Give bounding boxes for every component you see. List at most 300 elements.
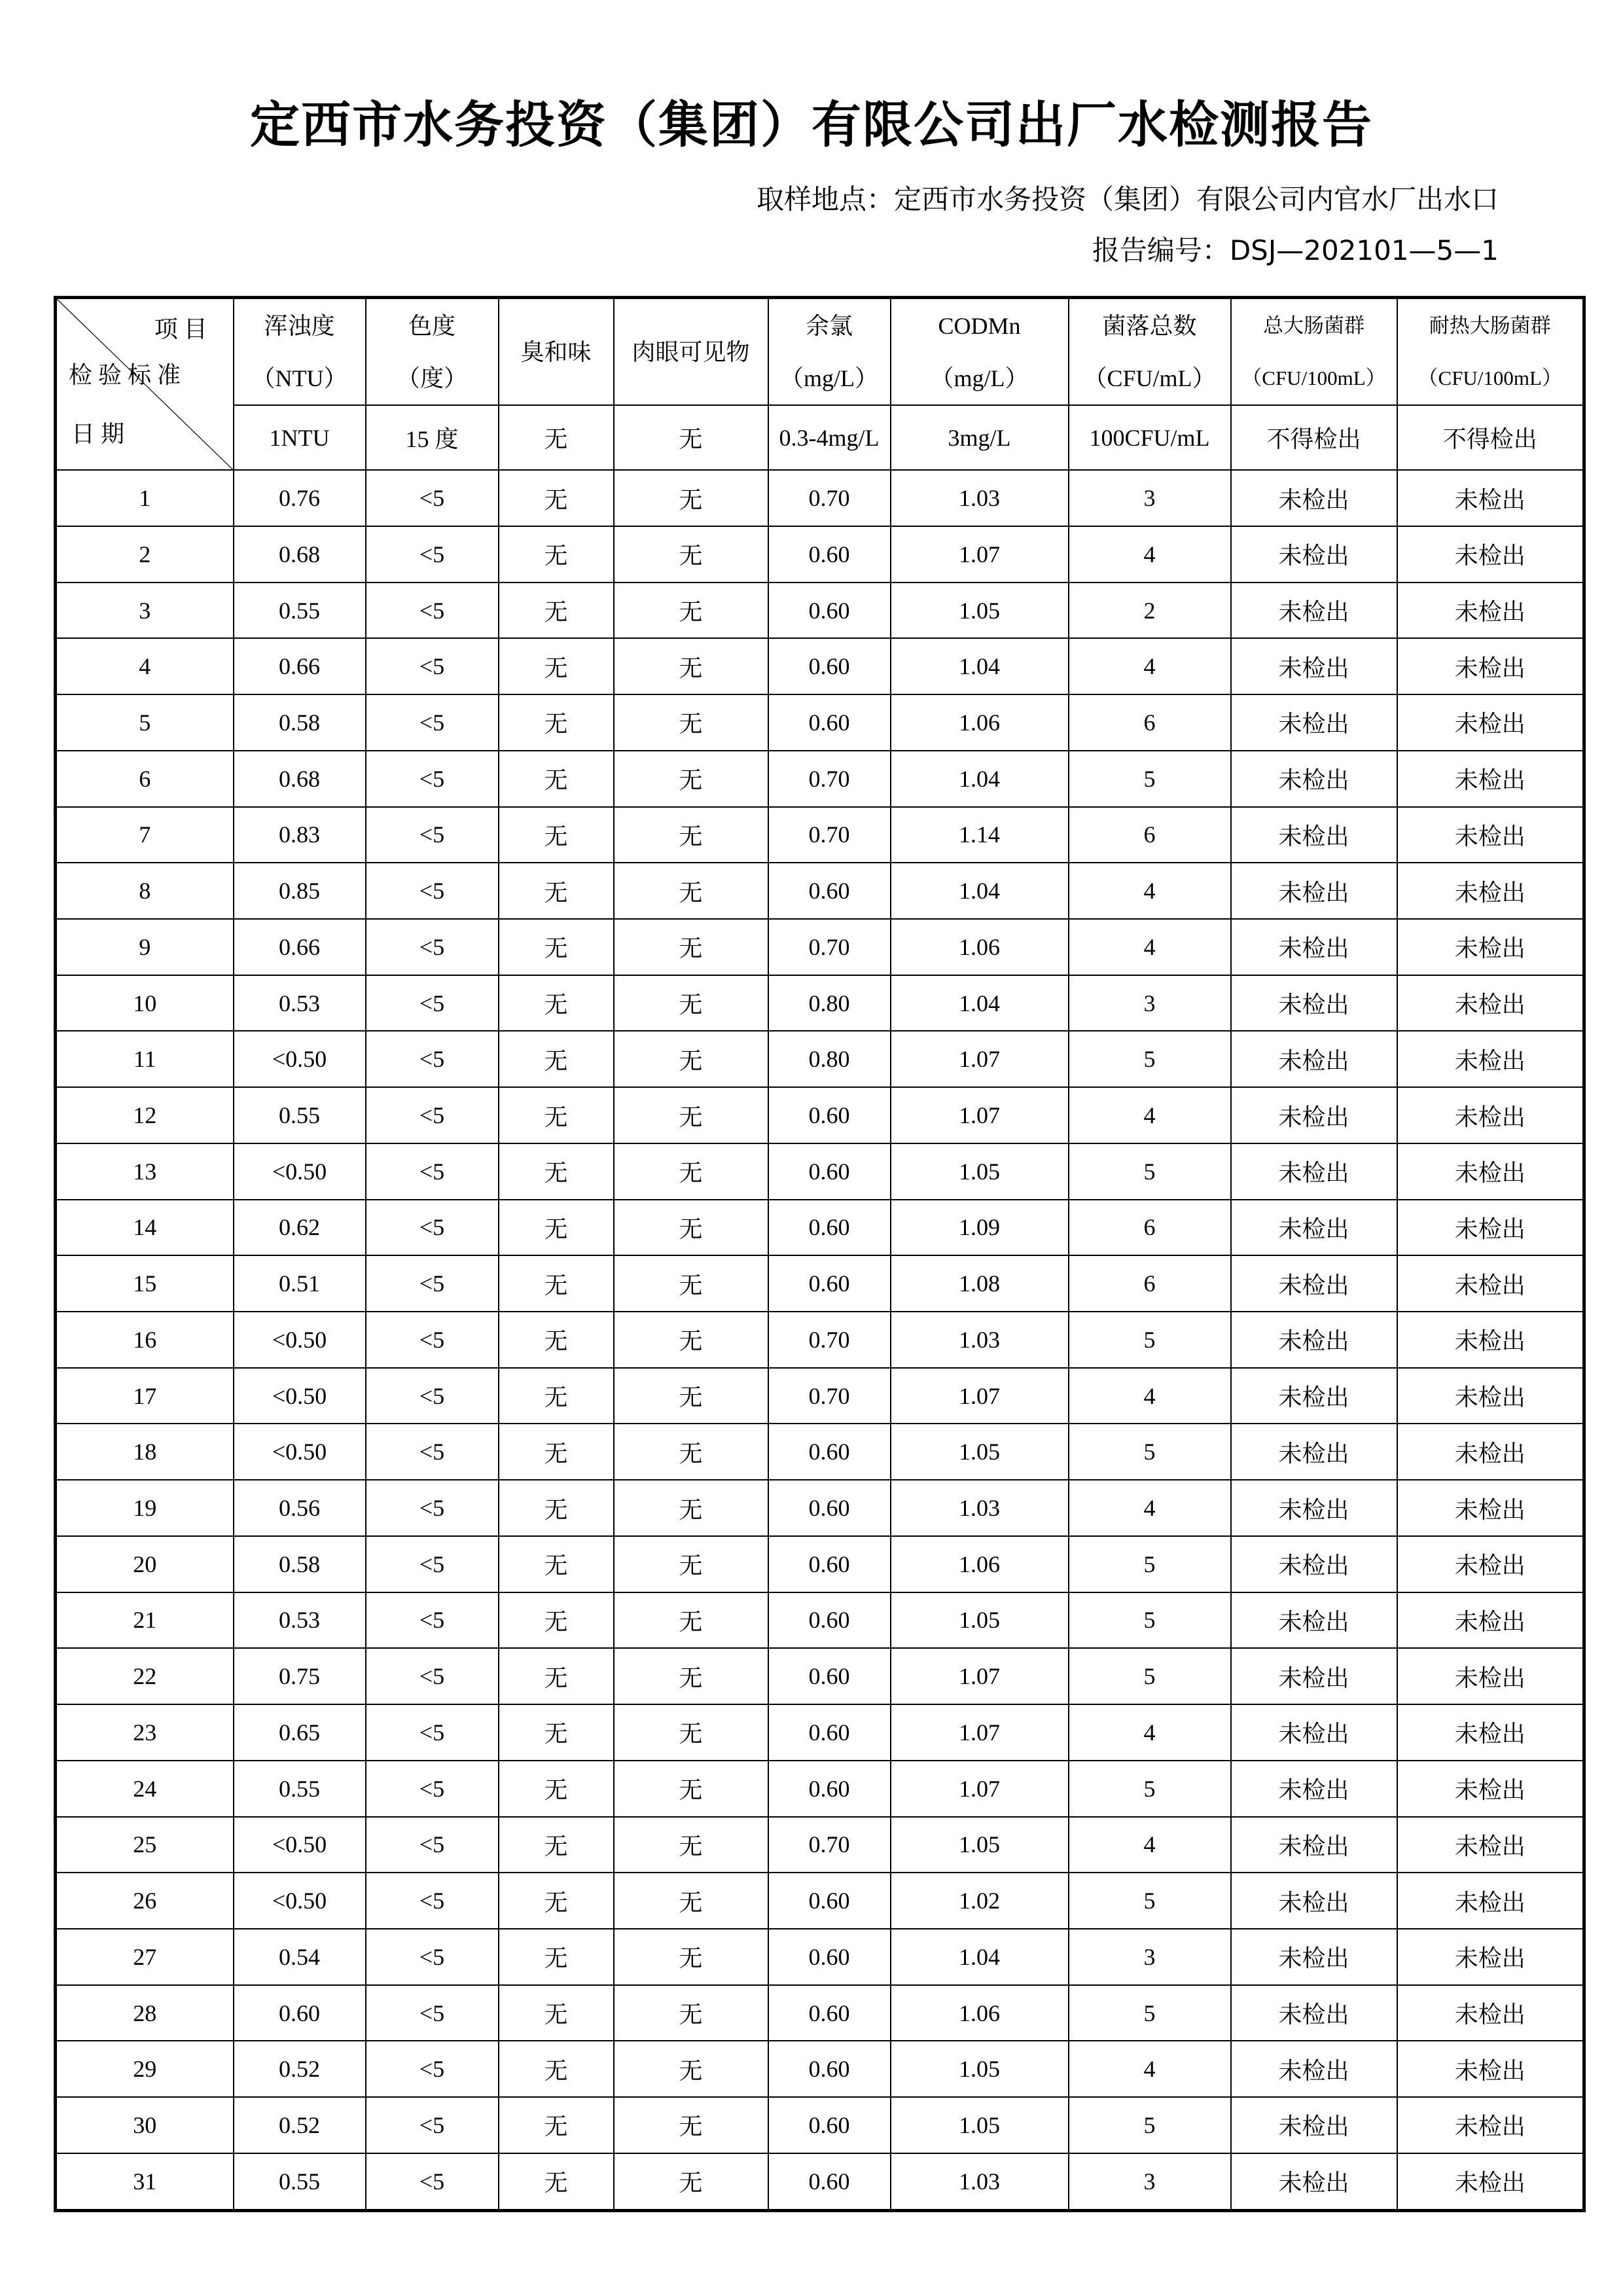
- value-cell: 0.70: [768, 919, 891, 975]
- value-cell: 1.04: [891, 975, 1069, 1031]
- value-cell: 3: [1069, 1929, 1231, 1985]
- value-cell: <5: [366, 1255, 499, 1312]
- value-cell: 0.51: [234, 1255, 366, 1312]
- value-cell: 未检出: [1231, 1817, 1397, 1873]
- table-row: [56, 1817, 1584, 1873]
- value-cell: 1.07: [891, 1087, 1069, 1143]
- value-cell: <5: [366, 1873, 499, 1929]
- value-cell: 无: [614, 975, 768, 1031]
- day-cell: 19: [56, 1480, 234, 1536]
- value-cell: 0.60: [768, 2041, 891, 2097]
- value-cell: 无: [614, 919, 768, 975]
- value-cell: 1.03: [891, 1312, 1069, 1368]
- value-cell: 5: [1069, 1312, 1231, 1368]
- value-cell: 6: [1069, 1200, 1231, 1256]
- value-cell: 0.83: [234, 807, 366, 863]
- corner-label-standard: 检 验 标 准: [69, 362, 181, 388]
- col-unit: （mg/L）: [780, 365, 878, 391]
- value-cell: 1.09: [891, 1200, 1069, 1256]
- value-cell: 未检出: [1231, 863, 1397, 919]
- value-cell: 未检出: [1231, 1648, 1397, 1704]
- value-cell: 无: [614, 526, 768, 583]
- value-cell: 0.60: [768, 694, 891, 751]
- value-cell: 0.66: [234, 919, 366, 975]
- value-cell: 未检出: [1397, 1255, 1584, 1312]
- value-cell: 未检出: [1231, 1873, 1397, 1929]
- value-cell: 无: [499, 751, 614, 807]
- value-cell: <0.50: [234, 1312, 366, 1368]
- value-cell: 0.60: [768, 1200, 891, 1256]
- day-cell: 1: [56, 470, 234, 526]
- value-cell: 0.60: [768, 1255, 891, 1312]
- table-row: [56, 638, 1584, 694]
- table-row: [56, 694, 1584, 751]
- value-cell: 0.60: [768, 1761, 891, 1817]
- value-cell: <5: [366, 863, 499, 919]
- value-cell: 4: [1069, 1704, 1231, 1761]
- value-cell: 无: [499, 1143, 614, 1200]
- day-cell: 31: [56, 2153, 234, 2211]
- col-name: 总大肠菌群: [1263, 314, 1364, 337]
- value-cell: 1.07: [891, 1368, 1069, 1424]
- day-cell: 17: [56, 1368, 234, 1424]
- value-cell: 未检出: [1397, 1873, 1584, 1929]
- value-cell: 无: [614, 751, 768, 807]
- value-cell: 无: [499, 1648, 614, 1704]
- day-cell: 27: [56, 1929, 234, 1985]
- value-cell: <0.50: [234, 1368, 366, 1424]
- table-row: [56, 1424, 1584, 1480]
- value-cell: 无: [499, 1424, 614, 1480]
- value-cell: 无: [614, 1817, 768, 1873]
- standard-cell: 15 度: [366, 405, 499, 470]
- table-row: [56, 1985, 1584, 2041]
- sampling-location: 取样地点：定西市水务投资（集团）有限公司内官水厂出水口: [756, 183, 1499, 215]
- table-body: [56, 298, 1584, 2211]
- value-cell: 无: [499, 2041, 614, 2097]
- value-cell: 未检出: [1231, 583, 1397, 639]
- col-unit: （CFU/100mL）: [1418, 366, 1562, 389]
- inspection-table: [54, 296, 1586, 2212]
- value-cell: 1.07: [891, 1761, 1069, 1817]
- standard-row: [56, 405, 1584, 470]
- value-cell: 无: [499, 638, 614, 694]
- value-cell: 0.52: [234, 2097, 366, 2153]
- value-cell: 无: [499, 2153, 614, 2211]
- value-cell: <5: [366, 583, 499, 639]
- value-cell: 1.05: [891, 1592, 1069, 1649]
- value-cell: 0.58: [234, 1536, 366, 1592]
- table-row: [56, 751, 1584, 807]
- value-cell: 未检出: [1231, 807, 1397, 863]
- value-cell: 无: [614, 1312, 768, 1368]
- value-cell: 4: [1069, 2041, 1231, 2097]
- value-cell: 0.70: [768, 1817, 891, 1873]
- table-row: [56, 1200, 1584, 1256]
- value-cell: <5: [366, 2097, 499, 2153]
- value-cell: 无: [614, 1255, 768, 1312]
- value-cell: 1.07: [891, 1704, 1069, 1761]
- value-cell: 1.07: [891, 1031, 1069, 1087]
- value-cell: 2: [1069, 583, 1231, 639]
- standard-cell: 不得检出: [1231, 405, 1397, 470]
- value-cell: <5: [366, 1817, 499, 1873]
- value-cell: 5: [1069, 751, 1231, 807]
- standard-cell: 1NTU: [234, 405, 366, 470]
- day-cell: 14: [56, 1200, 234, 1256]
- standard-cell: 100CFU/mL: [1069, 405, 1231, 470]
- day-cell: 5: [56, 694, 234, 751]
- value-cell: 4: [1069, 1480, 1231, 1536]
- value-cell: 4: [1069, 863, 1231, 919]
- table-row: [56, 2153, 1584, 2211]
- report-title: 定西市水务投资（集团）有限公司出厂水检测报告: [250, 96, 1373, 154]
- value-cell: <5: [366, 975, 499, 1031]
- value-cell: 1.03: [891, 2153, 1069, 2211]
- value-cell: <5: [366, 1761, 499, 1817]
- value-cell: 0.60: [768, 1592, 891, 1649]
- value-cell: 无: [614, 1087, 768, 1143]
- day-cell: 4: [56, 638, 234, 694]
- header-row: [56, 298, 1584, 406]
- day-cell: 10: [56, 975, 234, 1031]
- value-cell: <5: [366, 470, 499, 526]
- value-cell: <5: [366, 694, 499, 751]
- col-header-total-coliform: [1231, 298, 1397, 406]
- value-cell: <5: [366, 1929, 499, 1985]
- value-cell: 无: [499, 807, 614, 863]
- value-cell: 未检出: [1397, 1200, 1584, 1256]
- value-cell: 无: [499, 1929, 614, 1985]
- value-cell: 0.68: [234, 751, 366, 807]
- value-cell: <0.50: [234, 1031, 366, 1087]
- value-cell: 5: [1069, 1143, 1231, 1200]
- table-row: [56, 526, 1584, 583]
- col-unit: （NTU）: [251, 365, 348, 391]
- value-cell: 无: [499, 1200, 614, 1256]
- value-cell: <5: [366, 1648, 499, 1704]
- col-header-odor: [499, 298, 614, 406]
- value-cell: 1.05: [891, 583, 1069, 639]
- value-cell: <5: [366, 1985, 499, 2041]
- value-cell: 3: [1069, 2153, 1231, 2211]
- value-cell: 0.68: [234, 526, 366, 583]
- value-cell: 无: [499, 1873, 614, 1929]
- day-cell: 25: [56, 1817, 234, 1873]
- value-cell: 未检出: [1231, 751, 1397, 807]
- standard-cell: 无: [499, 405, 614, 470]
- col-unit: （CFU/mL）: [1083, 365, 1216, 391]
- value-cell: 无: [614, 2041, 768, 2097]
- value-cell: 未检出: [1397, 1648, 1584, 1704]
- table-row: [56, 2041, 1584, 2097]
- value-cell: 0.62: [234, 1200, 366, 1256]
- day-cell: 7: [56, 807, 234, 863]
- value-cell: 无: [614, 2153, 768, 2211]
- value-cell: 未检出: [1397, 807, 1584, 863]
- value-cell: 未检出: [1231, 1761, 1397, 1817]
- value-cell: <5: [366, 1592, 499, 1649]
- value-cell: 0.76: [234, 470, 366, 526]
- value-cell: <5: [366, 807, 499, 863]
- day-cell: 8: [56, 863, 234, 919]
- table-row: [56, 1480, 1584, 1536]
- table-row: [56, 1592, 1584, 1649]
- day-cell: 26: [56, 1873, 234, 1929]
- value-cell: 未检出: [1231, 1031, 1397, 1087]
- value-cell: 0.52: [234, 2041, 366, 2097]
- table-row: [56, 1761, 1584, 1817]
- table-row: [56, 1031, 1584, 1087]
- value-cell: 无: [614, 1143, 768, 1200]
- value-cell: 未检出: [1231, 919, 1397, 975]
- value-cell: 1.05: [891, 1424, 1069, 1480]
- value-cell: 5: [1069, 1031, 1231, 1087]
- day-cell: 20: [56, 1536, 234, 1592]
- value-cell: 无: [614, 1873, 768, 1929]
- value-cell: 无: [499, 863, 614, 919]
- day-cell: 18: [56, 1424, 234, 1480]
- day-cell: 3: [56, 583, 234, 639]
- col-header-colony-count: [1069, 298, 1231, 406]
- value-cell: 无: [499, 1536, 614, 1592]
- value-cell: 无: [614, 1592, 768, 1649]
- value-cell: 6: [1069, 1255, 1231, 1312]
- value-cell: 无: [614, 1704, 768, 1761]
- value-cell: 0.80: [768, 1031, 891, 1087]
- value-cell: 0.60: [768, 1424, 891, 1480]
- value-cell: 未检出: [1397, 2041, 1584, 2097]
- value-cell: 5: [1069, 1985, 1231, 2041]
- value-cell: 0.60: [768, 2097, 891, 2153]
- value-cell: 0.80: [768, 975, 891, 1031]
- value-cell: 0.65: [234, 1704, 366, 1761]
- col-header-turbidity: [234, 298, 366, 406]
- value-cell: 5: [1069, 2097, 1231, 2153]
- day-cell: 6: [56, 751, 234, 807]
- value-cell: 5: [1069, 1592, 1231, 1649]
- value-cell: 未检出: [1397, 1817, 1584, 1873]
- value-cell: 未检出: [1397, 1929, 1584, 1985]
- value-cell: 无: [614, 1929, 768, 1985]
- value-cell: <5: [366, 1704, 499, 1761]
- value-cell: 1.08: [891, 1255, 1069, 1312]
- corner-label-date: 日 期: [71, 421, 125, 447]
- value-cell: 0.66: [234, 638, 366, 694]
- value-cell: 未检出: [1231, 2097, 1397, 2153]
- col-name: CODMn: [938, 312, 1021, 339]
- value-cell: 0.58: [234, 694, 366, 751]
- value-cell: 1.07: [891, 526, 1069, 583]
- value-cell: 未检出: [1397, 919, 1584, 975]
- value-cell: 未检出: [1397, 1704, 1584, 1761]
- value-cell: 1.03: [891, 470, 1069, 526]
- table-row: [56, 1929, 1584, 1985]
- value-cell: <5: [366, 1368, 499, 1424]
- day-cell: 9: [56, 919, 234, 975]
- value-cell: 0.70: [768, 470, 891, 526]
- table-row: [56, 1312, 1584, 1368]
- value-cell: 0.60: [234, 1985, 366, 2041]
- value-cell: 1.05: [891, 2097, 1069, 2153]
- value-cell: <5: [366, 1200, 499, 1256]
- value-cell: 无: [499, 1985, 614, 2041]
- table-row: [56, 1255, 1584, 1312]
- corner-header: [56, 298, 234, 471]
- standard-cell: 不得检出: [1397, 405, 1584, 470]
- value-cell: 未检出: [1397, 526, 1584, 583]
- value-cell: 1.06: [891, 694, 1069, 751]
- standard-cell: 无: [614, 405, 768, 470]
- table-row: [56, 470, 1584, 526]
- value-cell: 未检出: [1397, 1368, 1584, 1424]
- value-cell: 4: [1069, 919, 1231, 975]
- value-cell: 未检出: [1397, 1480, 1584, 1536]
- value-cell: <0.50: [234, 1143, 366, 1200]
- table-row: [56, 1873, 1584, 1929]
- value-cell: 无: [614, 1424, 768, 1480]
- value-cell: 未检出: [1231, 1592, 1397, 1649]
- value-cell: 0.85: [234, 863, 366, 919]
- value-cell: 0.70: [768, 807, 891, 863]
- value-cell: 未检出: [1231, 1480, 1397, 1536]
- value-cell: 5: [1069, 1648, 1231, 1704]
- value-cell: 无: [499, 1592, 614, 1649]
- value-cell: 0.60: [768, 1929, 891, 1985]
- value-cell: 未检出: [1397, 2153, 1584, 2211]
- value-cell: 未检出: [1397, 975, 1584, 1031]
- value-cell: <5: [366, 1536, 499, 1592]
- table-row: [56, 1704, 1584, 1761]
- value-cell: 未检出: [1231, 1704, 1397, 1761]
- value-cell: 4: [1069, 1817, 1231, 1873]
- value-cell: 5: [1069, 1536, 1231, 1592]
- value-cell: 1.05: [891, 1143, 1069, 1200]
- value-cell: 0.70: [768, 751, 891, 807]
- value-cell: 0.55: [234, 583, 366, 639]
- value-cell: 4: [1069, 1368, 1231, 1424]
- value-cell: 0.70: [768, 1368, 891, 1424]
- col-name: 菌落总数: [1102, 312, 1197, 339]
- value-cell: <0.50: [234, 1817, 366, 1873]
- value-cell: 未检出: [1397, 1087, 1584, 1143]
- value-cell: 无: [499, 694, 614, 751]
- value-cell: 无: [499, 1087, 614, 1143]
- day-cell: 21: [56, 1592, 234, 1649]
- day-cell: 23: [56, 1704, 234, 1761]
- table-row: [56, 583, 1584, 639]
- value-cell: 无: [499, 975, 614, 1031]
- value-cell: 未检出: [1231, 1985, 1397, 2041]
- table-row: [56, 975, 1584, 1031]
- col-header-visible-matter: [614, 298, 768, 406]
- value-cell: 未检出: [1397, 694, 1584, 751]
- value-cell: 0.60: [768, 1143, 891, 1200]
- value-cell: 1.04: [891, 1929, 1069, 1985]
- value-cell: 未检出: [1231, 2153, 1397, 2211]
- value-cell: 1.03: [891, 1480, 1069, 1536]
- value-cell: <5: [366, 2041, 499, 2097]
- value-cell: 无: [499, 470, 614, 526]
- value-cell: 无: [614, 1368, 768, 1424]
- value-cell: 未检出: [1397, 1592, 1584, 1649]
- value-cell: 无: [614, 470, 768, 526]
- table-row: [56, 1087, 1584, 1143]
- value-cell: 6: [1069, 694, 1231, 751]
- value-cell: 无: [499, 1255, 614, 1312]
- value-cell: 无: [614, 583, 768, 639]
- value-cell: 无: [614, 1985, 768, 2041]
- value-cell: 0.60: [768, 1985, 891, 2041]
- value-cell: 无: [614, 694, 768, 751]
- value-cell: 无: [614, 638, 768, 694]
- value-cell: <5: [366, 1143, 499, 1200]
- col-header-color: [366, 298, 499, 406]
- value-cell: <5: [366, 1480, 499, 1536]
- corner-label-item: 项 目: [154, 316, 207, 342]
- value-cell: 0.55: [234, 2153, 366, 2211]
- value-cell: <5: [366, 1312, 499, 1368]
- value-cell: 未检出: [1231, 1536, 1397, 1592]
- value-cell: 未检出: [1397, 751, 1584, 807]
- value-cell: 未检出: [1397, 1312, 1584, 1368]
- value-cell: 未检出: [1397, 1536, 1584, 1592]
- value-cell: 未检出: [1397, 638, 1584, 694]
- col-name: 臭和味: [520, 338, 592, 365]
- value-cell: 3: [1069, 975, 1231, 1031]
- col-header-thermotolerant-coliform: [1397, 298, 1584, 406]
- day-cell: 15: [56, 1255, 234, 1312]
- value-cell: 0.60: [768, 1087, 891, 1143]
- value-cell: 4: [1069, 526, 1231, 583]
- value-cell: 5: [1069, 1761, 1231, 1817]
- day-cell: 24: [56, 1761, 234, 1817]
- value-cell: 未检出: [1397, 1424, 1584, 1480]
- value-cell: 0.70: [768, 1312, 891, 1368]
- col-name: 余氯: [805, 312, 853, 339]
- value-cell: 无: [499, 1312, 614, 1368]
- value-cell: 0.60: [768, 1536, 891, 1592]
- col-header-codmn: [891, 298, 1069, 406]
- value-cell: 6: [1069, 807, 1231, 863]
- value-cell: 0.54: [234, 1929, 366, 1985]
- standard-cell: 3mg/L: [891, 405, 1069, 470]
- value-cell: 未检出: [1231, 1424, 1397, 1480]
- report-number: 报告编号：DSJ—202101—5—1: [1092, 234, 1499, 266]
- value-cell: 0.53: [234, 1592, 366, 1649]
- value-cell: 4: [1069, 1087, 1231, 1143]
- value-cell: 无: [614, 863, 768, 919]
- value-cell: 无: [614, 2097, 768, 2153]
- table-row: [56, 1648, 1584, 1704]
- value-cell: 未检出: [1231, 1087, 1397, 1143]
- day-cell: 29: [56, 2041, 234, 2097]
- value-cell: 无: [614, 1480, 768, 1536]
- value-cell: 0.60: [768, 1704, 891, 1761]
- value-cell: 未检出: [1231, 1200, 1397, 1256]
- value-cell: 未检出: [1397, 863, 1584, 919]
- table-row: [56, 1143, 1584, 1200]
- value-cell: <5: [366, 2153, 499, 2211]
- value-cell: 无: [499, 1368, 614, 1424]
- value-cell: 未检出: [1231, 1312, 1397, 1368]
- value-cell: <5: [366, 1087, 499, 1143]
- value-cell: 未检出: [1397, 583, 1584, 639]
- value-cell: <0.50: [234, 1424, 366, 1480]
- value-cell: 4: [1069, 638, 1231, 694]
- value-cell: <5: [366, 751, 499, 807]
- value-cell: 无: [499, 1817, 614, 1873]
